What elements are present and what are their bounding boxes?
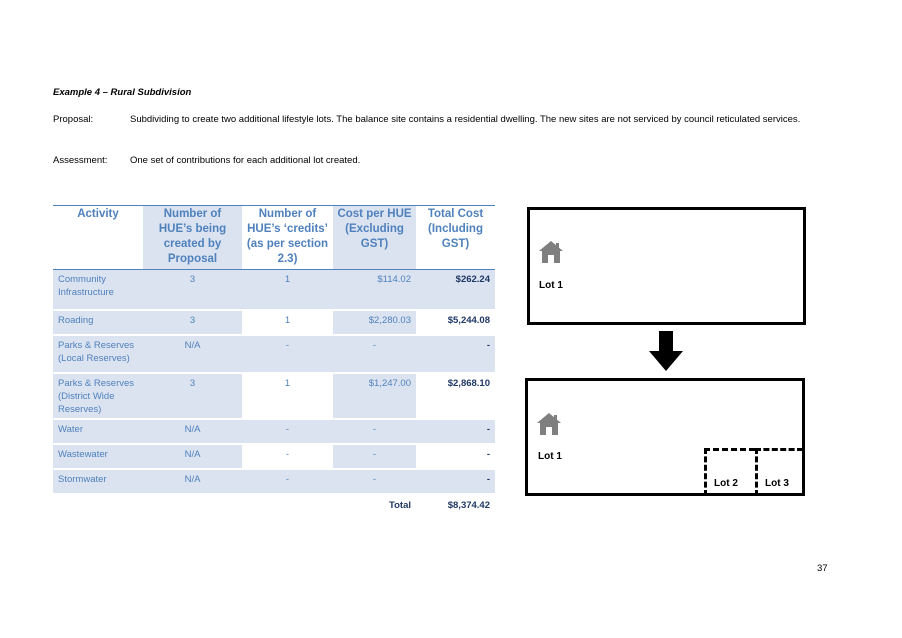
cell-empty — [143, 494, 242, 522]
cell-cost-per-hue: - — [333, 335, 416, 373]
header-activity: Activity — [53, 206, 143, 270]
cell-hue-credits: - — [242, 419, 333, 444]
cell-cost-per-hue: - — [333, 444, 416, 469]
cell-empty — [242, 494, 333, 522]
header-total-cost: Total Cost (Including GST) — [416, 206, 495, 270]
cell-cost-per-hue: $114.02 — [333, 270, 416, 310]
cell-hue-credits: - — [242, 444, 333, 469]
cell-activity: Community Infrastructure — [53, 270, 143, 310]
assessment-text: One set of contributions for each additional lot created. — [130, 155, 361, 166]
proposal-label: Proposal: — [53, 114, 94, 125]
table-row — [53, 373, 495, 419]
cell-total-cost: - — [416, 335, 495, 373]
cell-hue-credits: - — [242, 335, 333, 373]
cell-activity: Parks & Reserves (Local Reserves) — [53, 335, 143, 373]
house-icon — [536, 412, 562, 436]
table-row — [53, 419, 495, 444]
arrow-down-icon — [649, 331, 683, 371]
table-row — [53, 444, 495, 469]
house-icon — [538, 240, 564, 264]
lot-diagram-before — [527, 207, 806, 325]
cell-activity: Roading — [53, 310, 143, 335]
cell-total-cost: $5,244.08 — [416, 310, 495, 335]
total-value: $8,374.42 — [416, 494, 495, 522]
cell-hue-credits: 1 — [242, 270, 333, 310]
example-heading: Example 4 – Rural Subdivision — [53, 87, 192, 98]
cell-hue-credits: - — [242, 469, 333, 494]
cell-activity: Stormwater — [53, 469, 143, 494]
table-header-row — [53, 206, 495, 270]
header-hue-credits: Number of HUE’s ‘credits’ (as per section 2.3) — [242, 206, 333, 270]
cell-activity: Water — [53, 419, 143, 444]
cell-hue-credits: 1 — [242, 373, 333, 419]
cell-empty — [53, 494, 143, 522]
cell-hues-created: N/A — [143, 419, 242, 444]
cell-hues-created: 3 — [143, 270, 242, 310]
table-row — [53, 335, 495, 373]
table-row — [53, 469, 495, 494]
cell-total-cost: $262.24 — [416, 270, 495, 310]
cell-cost-per-hue: - — [333, 419, 416, 444]
cell-hues-created: 3 — [143, 310, 242, 335]
cell-total-cost: $2,868.10 — [416, 373, 495, 419]
contributions-table — [53, 205, 495, 523]
proposal-text: Subdividing to create two additional lifestyle lots. The balance site contains a residential dwelling. The new sites are not serviced by council reticulated services. — [130, 114, 801, 125]
cell-cost-per-hue: $2,280.03 — [333, 310, 416, 335]
lot-3-label: Lot 3 — [765, 478, 789, 489]
page-number: 37 — [817, 563, 828, 574]
header-cost-per-hue: Cost per HUE (Excluding GST) — [333, 206, 416, 270]
lot-1-label-after: Lot 1 — [538, 451, 562, 462]
cell-activity: Parks & Reserves (District Wide Reserves) — [53, 373, 143, 419]
cell-hues-created: 3 — [143, 373, 242, 419]
cell-cost-per-hue: $1,247.00 — [333, 373, 416, 419]
assessment-label: Assessment: — [53, 155, 108, 166]
table-row — [53, 270, 495, 310]
cell-total-cost: - — [416, 444, 495, 469]
table-row — [53, 310, 495, 335]
cell-hues-created: N/A — [143, 335, 242, 373]
table-total-row — [53, 494, 495, 522]
cell-hue-credits: 1 — [242, 310, 333, 335]
header-hues-created: Number of HUE’s being created by Proposal — [143, 206, 242, 270]
cell-cost-per-hue: - — [333, 469, 416, 494]
cell-activity: Wastewater — [53, 444, 143, 469]
lot-1-label-before: Lot 1 — [539, 280, 563, 291]
cell-hues-created: N/A — [143, 444, 242, 469]
total-label: Total — [333, 494, 416, 522]
lot-2-label: Lot 2 — [714, 478, 738, 489]
cell-total-cost: - — [416, 469, 495, 494]
cell-hues-created: N/A — [143, 469, 242, 494]
cell-total-cost: - — [416, 419, 495, 444]
